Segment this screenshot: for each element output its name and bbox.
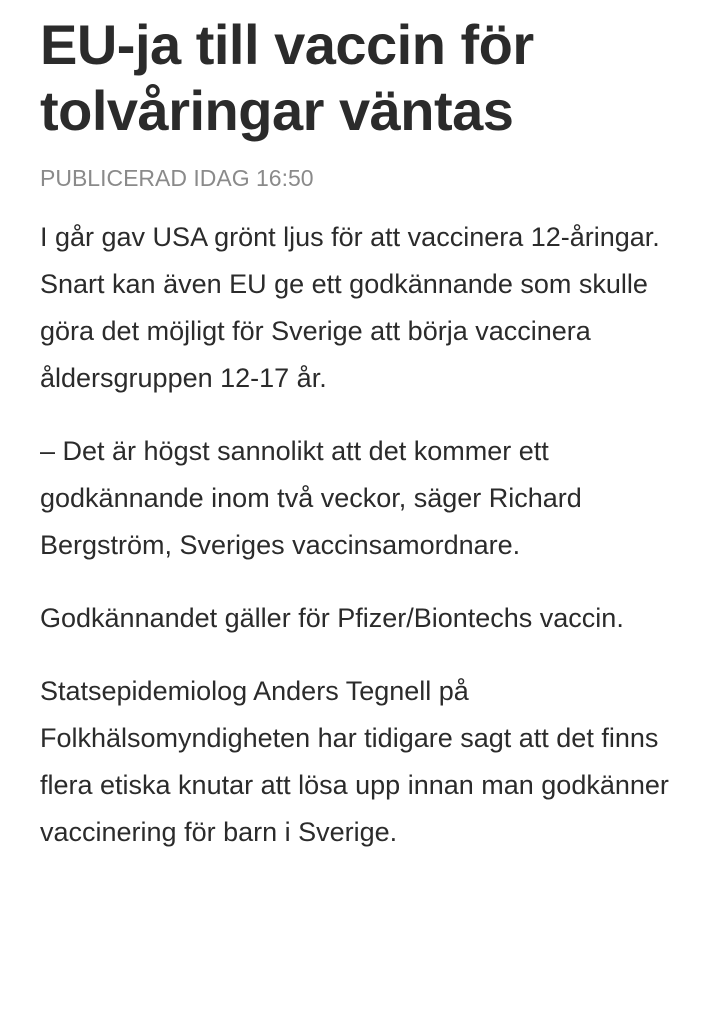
body-paragraph-2: – Det är högst sannolikt att det kommer ett godkännande inom två veckor, säger Richard Bergström, Sveriges vaccinsamordnare. xyxy=(40,436,582,560)
article-body xyxy=(40,214,680,856)
publish-timestamp: PUBLICERAD IDAG 16:50 xyxy=(40,165,314,191)
body-paragraph-4: Statsepidemiolog Anders Tegnell på Folkhälsomyndigheten har tidigare sagt att det finns flera etiska knutar att lösa upp innan man godkänner vaccinering för barn i Sverige. xyxy=(40,676,669,847)
article xyxy=(40,12,680,882)
body-paragraph-1: I går gav USA grönt ljus för att vaccinera 12-åringar. Snart kan även EU ge ett godkännande som skulle göra det möjligt för Sverige att börja vaccinera åldersgruppen 12-17 år. xyxy=(40,222,660,393)
article-headline xyxy=(40,12,680,144)
body-paragraph-3: Godkännandet gäller för Pfizer/Biontechs vaccin. xyxy=(40,603,624,633)
headline-line-2: tolvåringar väntas xyxy=(40,79,514,142)
headline-line-1: EU-ja till vaccin för xyxy=(40,13,534,76)
